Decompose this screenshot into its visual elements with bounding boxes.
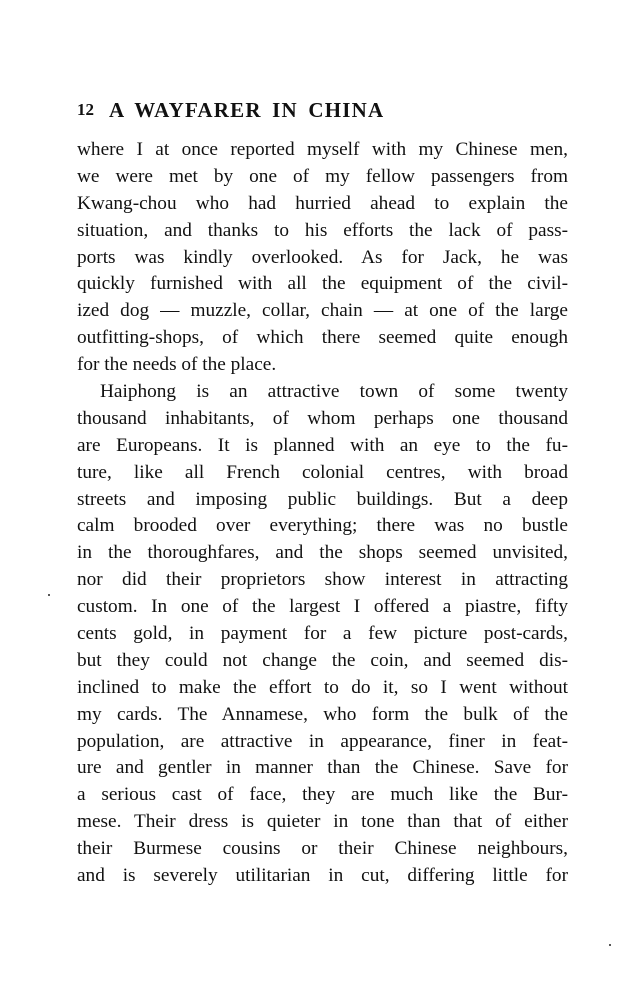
- text-line: Kwang-chou who had hurried ahead to explain the: [77, 192, 568, 214]
- running-title: A WAYFARER IN CHINA: [109, 98, 385, 122]
- text-line: inclined to make the effort to do it, so I went without: [77, 676, 568, 698]
- text-line: streets and imposing public buildings. But a deep: [77, 488, 568, 510]
- text-line: in the thoroughfares, and the shops seemed unvisited,: [77, 542, 568, 564]
- text-line: outfitting-shops, of which there seemed quite enough: [77, 327, 568, 349]
- text-line: quickly furnished with all the equipment of the civil-: [77, 273, 568, 295]
- text-line: thousand inhabitants, of whom perhaps one thousand: [77, 407, 568, 429]
- text-line: calm brooded over everything; there was no bustle: [77, 515, 568, 537]
- page-number: 12: [77, 100, 94, 119]
- text-line: where I at once reported myself with my Chinese men,: [77, 139, 568, 160]
- text-line: situation, and thanks to his efforts the lack of pass-: [77, 219, 568, 241]
- text-line: nor did their proprietors show interest in attracting: [77, 569, 568, 591]
- text-line: ture, like all French colonial centres, with broad: [77, 461, 568, 483]
- text-line: ports was kindly overlooked. As for Jack, he was: [77, 246, 568, 268]
- text-line: custom. In one of the largest I offered a piastre, fifty: [77, 596, 568, 618]
- text-line: ure and gentler in manner than the Chinese. Save for: [77, 757, 568, 779]
- text-line: population, are attractive in appearance, finer in feat-: [77, 730, 568, 752]
- running-head: [77, 97, 568, 123]
- paragraph-end-line: for the needs of the place.: [77, 354, 277, 376]
- text-line: are Europeans. It is planned with an eye to the fu-: [77, 434, 568, 456]
- text-line: my cards. The Annamese, who form the bulk of the: [77, 703, 568, 725]
- text-line: mese. Their dress is quieter in tone than that of either: [77, 811, 568, 833]
- text-line: we were met by one of my fellow passengers from: [77, 165, 568, 187]
- paragraph-start-line: Haiphong is an attractive town of some twenty: [100, 381, 568, 403]
- text-line: but they could not change the coin, and seemed dis-: [77, 649, 568, 671]
- scan-speck: [609, 944, 611, 946]
- text-line: ized dog — muzzle, collar, chain — at one of the large: [77, 300, 568, 322]
- text-line: and is severely utilitarian in cut, differing little for: [77, 865, 568, 887]
- text-line: a serious cast of face, they are much like the Bur-: [77, 784, 568, 806]
- text-line: their Burmese cousins or their Chinese neighbours,: [77, 838, 568, 860]
- scan-speck: [48, 594, 50, 596]
- body-text: [77, 137, 568, 890]
- text-line: cents gold, in payment for a few picture post-cards,: [77, 623, 568, 645]
